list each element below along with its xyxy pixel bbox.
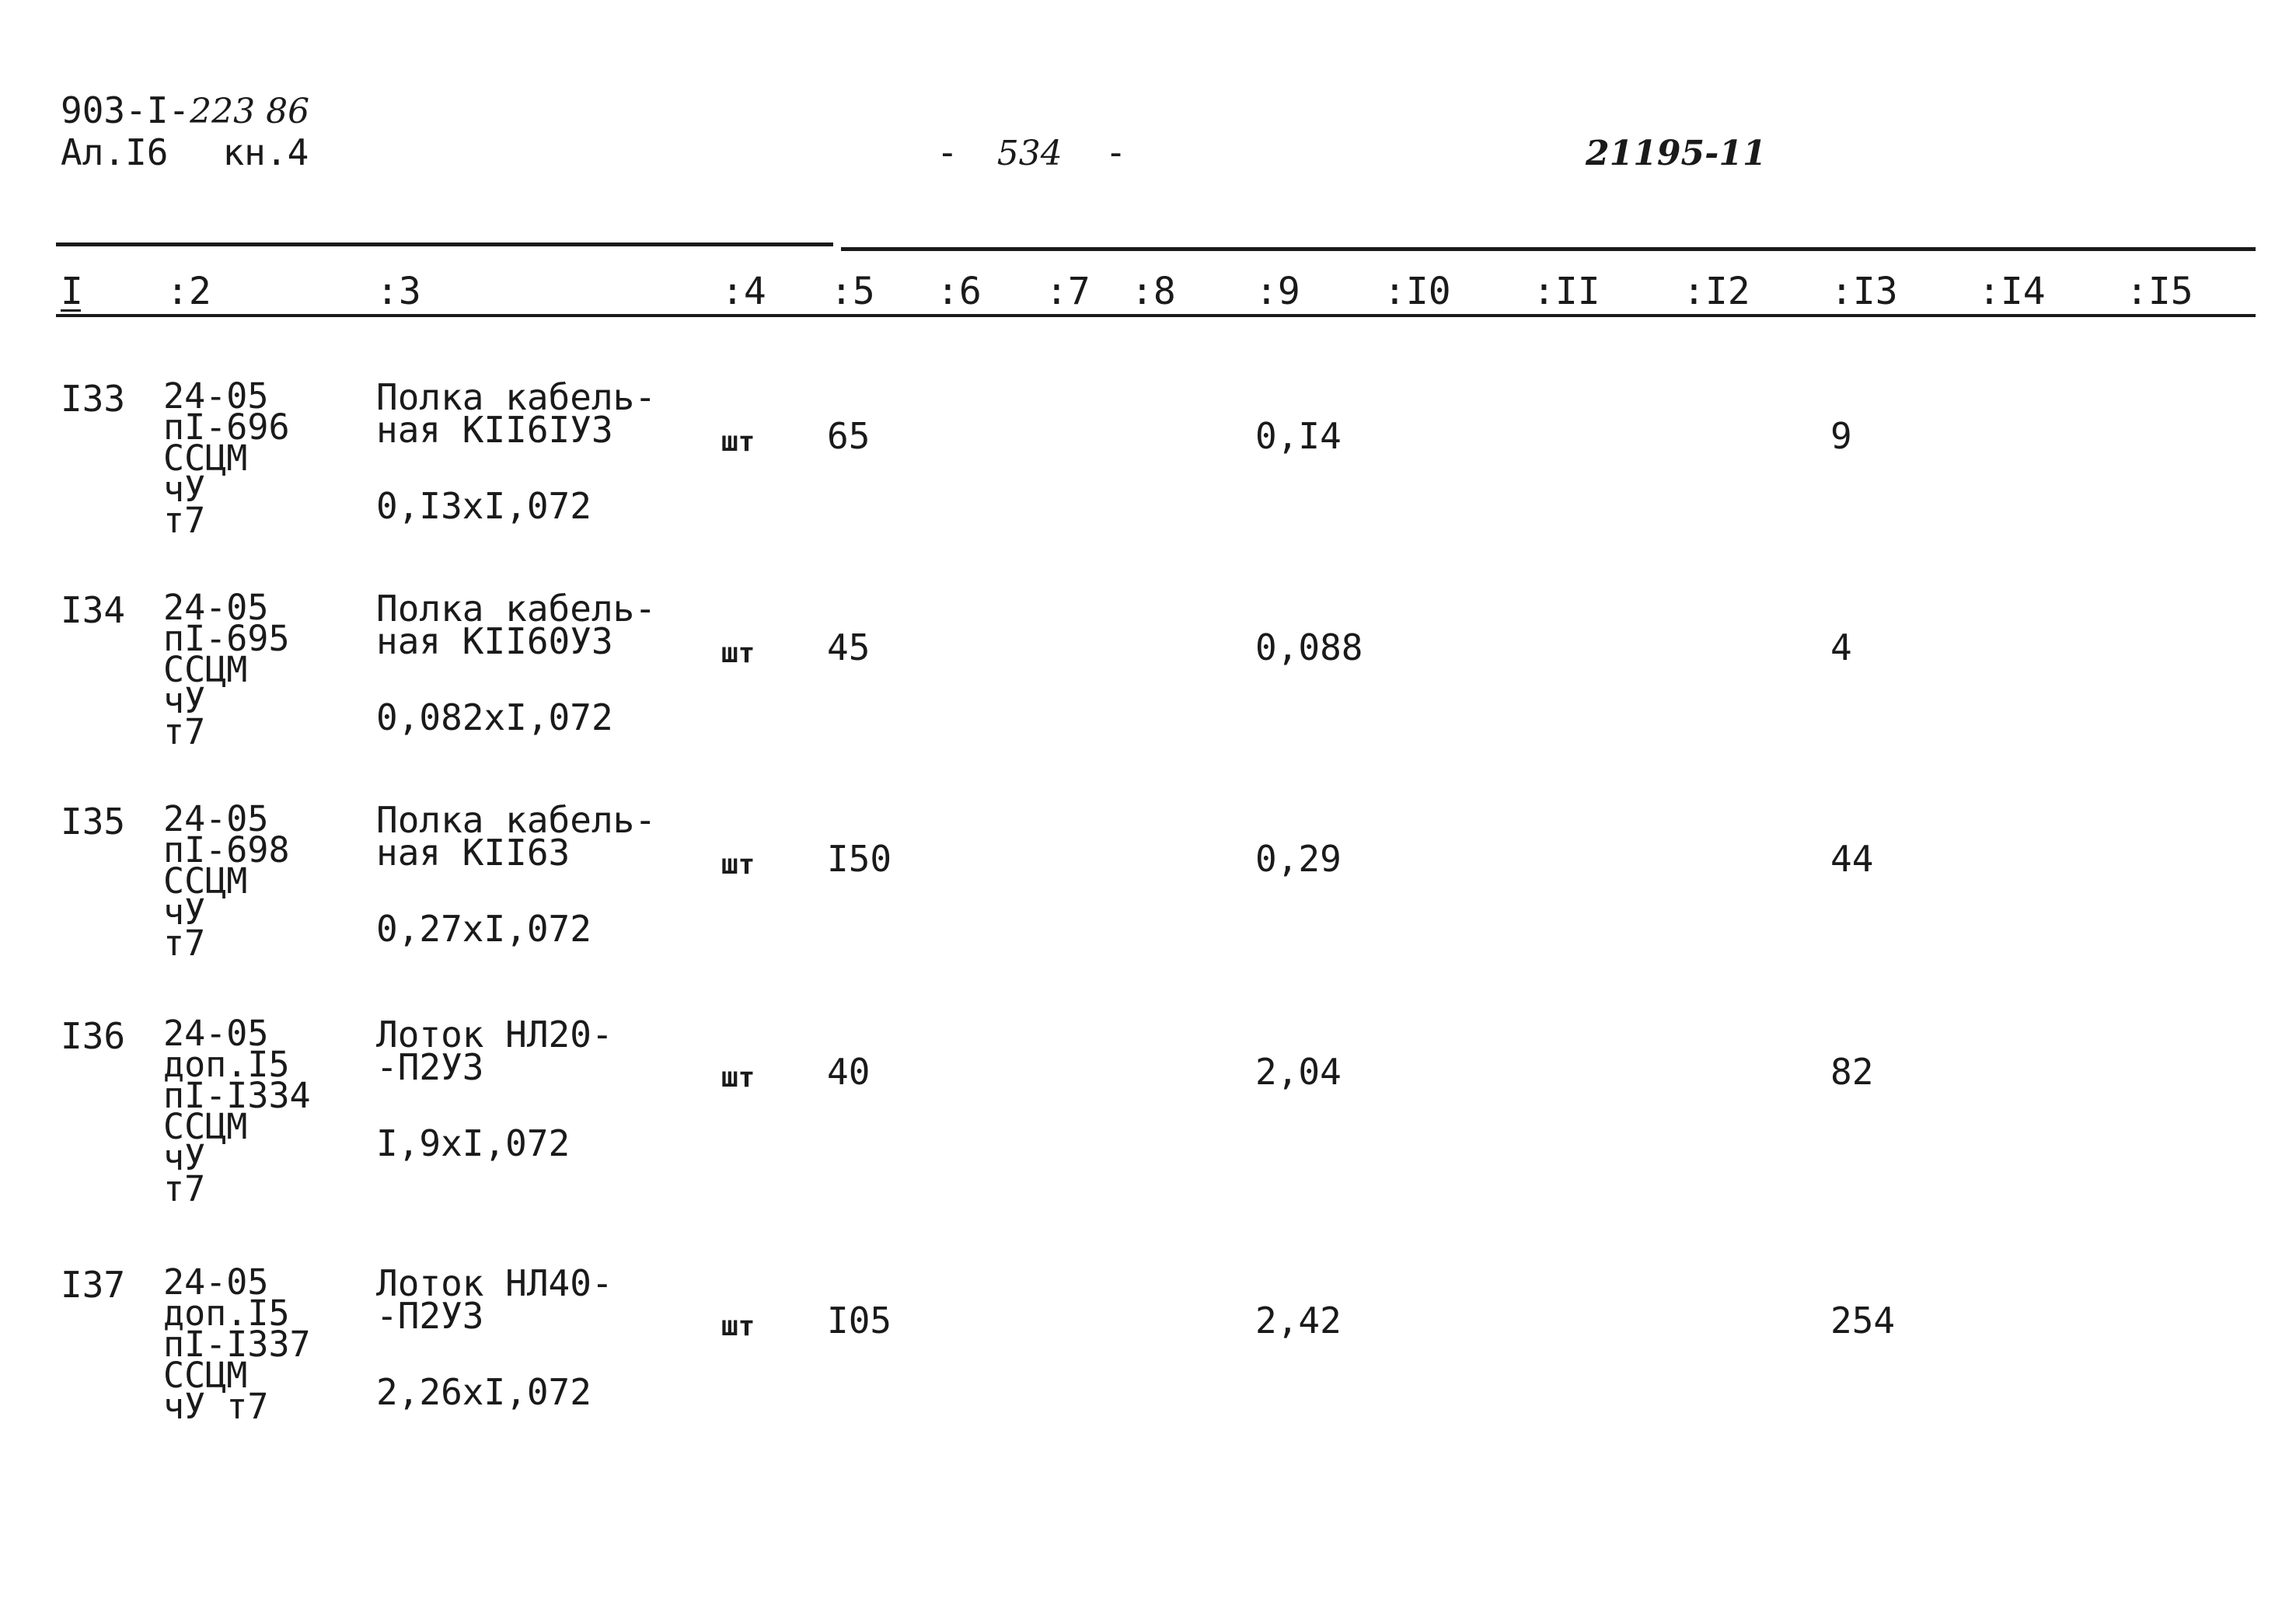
code-line: чУ: [163, 1137, 206, 1178]
code-line: 24-05: [163, 587, 269, 628]
inventory-number: 21195-11: [1586, 134, 1767, 173]
page-number-group: [937, 131, 1127, 173]
code-line: 24-05: [163, 1013, 269, 1054]
row-unit: шт: [721, 1310, 755, 1342]
row-unit-weight: 2,04: [1255, 1051, 1342, 1093]
column-header: :7: [1045, 270, 1090, 313]
row-total-weight: 9: [1830, 415, 1852, 457]
row-dimensions: 0,27xI,072: [376, 908, 591, 950]
row-dimensions: 0,082xI,072: [376, 696, 613, 738]
row-unit: шт: [721, 849, 755, 881]
column-header: :4: [721, 270, 766, 313]
row-unit: шт: [721, 1062, 755, 1094]
column-header: :3: [376, 270, 421, 313]
row-code: [163, 798, 290, 964]
code-line: т7: [163, 500, 206, 541]
code-line: доп.I5: [163, 1044, 290, 1085]
code-line: доп.I5: [163, 1293, 290, 1334]
column-header: :I5: [2126, 270, 2193, 313]
column-header: :II: [1533, 270, 1600, 313]
row-code: [163, 1013, 311, 1209]
code-line: ССЦМ: [163, 1355, 248, 1396]
name-line: ная КII63: [376, 832, 571, 874]
row-code: [163, 375, 290, 541]
document-code-handwritten: 223 86: [190, 92, 310, 131]
name-line: -П2У3: [376, 1046, 484, 1088]
code-line: чУ: [163, 680, 206, 721]
code-line: ССЦМ: [163, 438, 248, 479]
row-quantity: 45: [827, 626, 871, 668]
code-line: 24-05: [163, 798, 269, 839]
name-line: -П2У3: [376, 1295, 484, 1337]
row-dimensions: 2,26xI,072: [376, 1371, 591, 1413]
code-line: пI-I334: [163, 1075, 311, 1116]
name-line: ная КII60У3: [376, 620, 613, 662]
page-number: 534: [996, 134, 1063, 173]
document-code-printed: 903-I-: [61, 89, 190, 131]
row-name: [376, 1262, 613, 1337]
top-rule-left: [56, 242, 833, 246]
row-number: I34: [61, 589, 126, 631]
row-unit: шт: [721, 426, 755, 458]
row-name: [376, 1014, 613, 1088]
column-header: :6: [937, 270, 982, 313]
code-line: ССЦМ: [163, 1106, 248, 1147]
code-line: пI-698: [163, 829, 290, 871]
document-code: [61, 89, 310, 131]
code-line: пI-696: [163, 406, 290, 448]
row-unit-weight: 0,29: [1255, 838, 1342, 880]
row-name: [376, 799, 657, 874]
code-line: ССЦМ: [163, 649, 248, 690]
row-unit-weight: 2,42: [1255, 1300, 1342, 1342]
row-name: [376, 588, 657, 662]
row-code: [163, 1261, 311, 1427]
column-header: :I4: [1978, 270, 2046, 313]
row-number: I37: [61, 1264, 126, 1306]
code-line: чУ: [163, 469, 206, 510]
row-dimensions: 0,I3xI,072: [376, 485, 591, 527]
name-line: Лоток НЛ40-: [376, 1262, 613, 1304]
album-book: [61, 131, 309, 173]
row-unit-weight: 0,088: [1255, 626, 1363, 668]
page-dash-left: -: [937, 131, 958, 173]
name-line: Лоток НЛ20-: [376, 1014, 613, 1055]
row-quantity: I50: [827, 838, 892, 880]
header-rule-bottom: [56, 314, 2256, 317]
code-line: 24-05: [163, 1261, 269, 1303]
row-total-weight: 82: [1830, 1051, 1874, 1093]
row-code: [163, 587, 290, 752]
column-header: I: [61, 270, 83, 313]
row-total-weight: 254: [1830, 1300, 1896, 1342]
code-line: ССЦМ: [163, 860, 248, 902]
code-line: пI-695: [163, 618, 290, 659]
code-line: т7: [163, 711, 206, 752]
row-number: I35: [61, 801, 126, 843]
name-line: ная КII6IУ3: [376, 409, 613, 451]
top-rule-right: [841, 247, 2256, 251]
column-header: :9: [1255, 270, 1300, 313]
column-header: :I2: [1683, 270, 1750, 313]
row-number: I36: [61, 1015, 126, 1057]
row-number: I33: [61, 378, 126, 420]
name-line: Полка кабель-: [376, 588, 657, 630]
column-header: :2: [166, 270, 211, 313]
album-label: Ал.I6: [61, 131, 169, 173]
row-total-weight: 44: [1830, 838, 1874, 880]
code-line: чУ: [163, 891, 206, 933]
name-line: Полка кабель-: [376, 376, 657, 418]
row-quantity: 40: [827, 1051, 871, 1093]
row-quantity: I05: [827, 1300, 892, 1342]
row-unit-weight: 0,I4: [1255, 415, 1342, 457]
code-line: т7: [163, 923, 206, 964]
code-line: пI-I337: [163, 1324, 311, 1365]
column-header: :I3: [1830, 270, 1898, 313]
column-header: :5: [830, 270, 875, 313]
row-dimensions: I,9xI,072: [376, 1122, 571, 1164]
row-unit: шт: [721, 637, 755, 669]
book-label: кн.4: [222, 131, 309, 173]
code-line: чУ т7: [163, 1386, 269, 1427]
column-header: :8: [1131, 270, 1176, 313]
code-line: 24-05: [163, 375, 269, 417]
row-quantity: 65: [827, 415, 871, 457]
row-total-weight: 4: [1830, 626, 1852, 668]
column-header: :I0: [1384, 270, 1451, 313]
name-line: Полка кабель-: [376, 799, 657, 841]
row-name: [376, 376, 657, 451]
code-line: т7: [163, 1168, 206, 1209]
page-dash-right: -: [1104, 131, 1127, 173]
